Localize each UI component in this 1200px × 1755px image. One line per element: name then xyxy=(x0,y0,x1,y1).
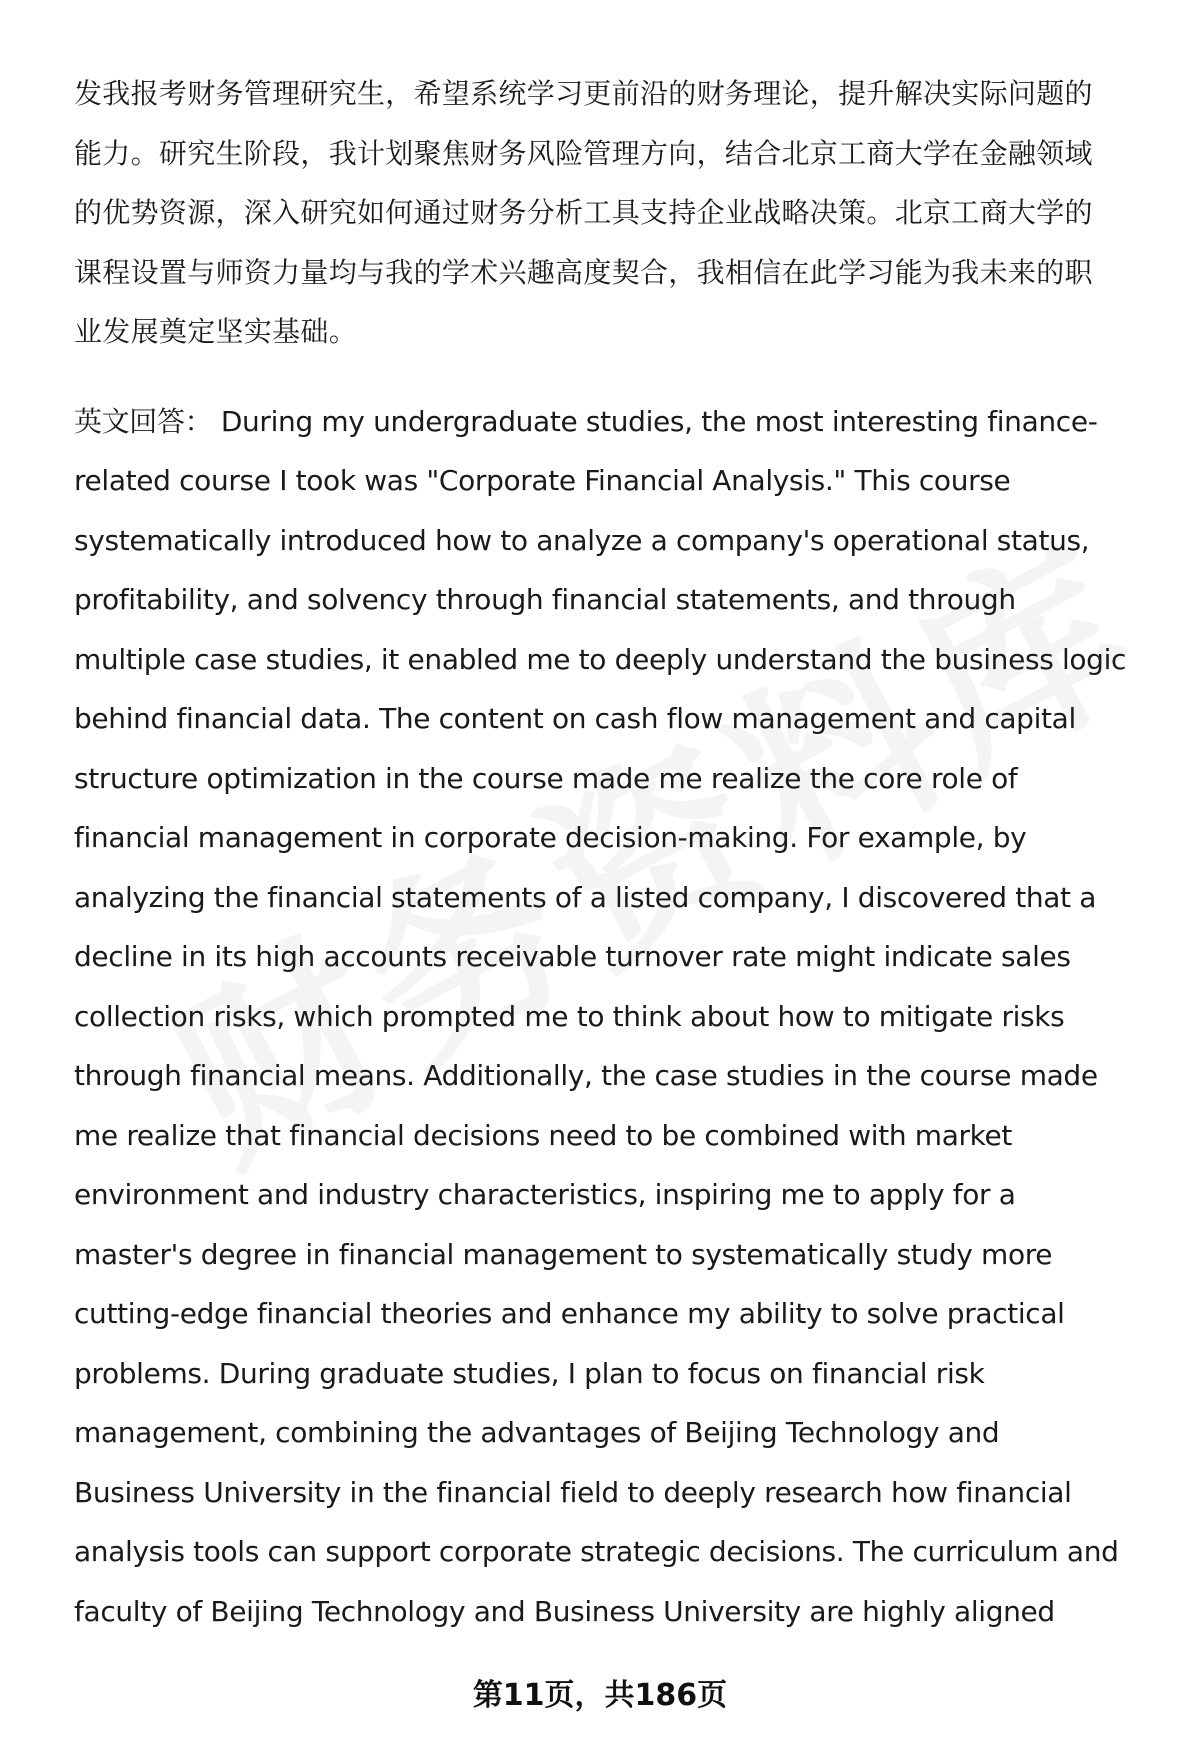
en-line: decline in its high accounts receivable turnover rate might indicate sales xyxy=(74,940,1071,973)
english-paragraph xyxy=(74,392,1164,1642)
en-line: related course I took was "Corporate Financial Analysis." This course xyxy=(74,464,1011,497)
en-line: behind financial data. The content on cash flow management and capital xyxy=(74,702,1076,735)
en-line: problems. During graduate studies, I plan to focus on financial risk xyxy=(74,1356,985,1390)
en-line: collection risks, which prompted me to think about how to mitigate risks xyxy=(74,999,1065,1033)
cn-line: 发我报考财务管理研究生，希望系统学习更前沿的财务理论，提升解决实际问题的 xyxy=(74,77,1093,110)
paragraph-gap xyxy=(74,362,1164,392)
en-line-text: During my undergraduate studies, the most interesting finance- xyxy=(212,404,1098,438)
cn-line: 课程设置与师资力量均与我的学术兴趣高度契合，我相信在此学习能为我未来的职 xyxy=(74,255,1093,289)
en-line: environment and industry characteristics, inspiring me to apply for a xyxy=(74,1178,1016,1211)
document-body xyxy=(74,64,1164,1641)
en-line: profitability, and solvency through financial statements, and through xyxy=(74,583,1016,616)
en-line: multiple case studies, it enabled me to deeply understand the business logic xyxy=(74,642,1127,676)
cn-line: 能力。研究生阶段，我计划聚焦财务风险管理方向，结合北京工商大学在金融领域 xyxy=(74,136,1093,170)
cn-line: 的优势资源，深入研究如何通过财务分析工具支持企业战略决策。北京工商大学的 xyxy=(74,196,1093,229)
en-line: Business University in the financial field to deeply research how financial xyxy=(74,1475,1072,1509)
en-line: me realize that financial decisions need to be combined with market xyxy=(74,1118,1013,1152)
chinese-paragraph xyxy=(74,64,1164,362)
en-line: cutting-edge financial theories and enhance my ability to solve practical xyxy=(74,1297,1065,1330)
en-line-first xyxy=(74,392,1164,452)
en-line: faculty of Beijing Technology and Business University are highly aligned xyxy=(74,1594,1055,1628)
en-line: financial management in corporate decision-making. For example, by xyxy=(74,821,1027,854)
en-line: management, combining the advantages of Beijing Technology and xyxy=(74,1416,1000,1449)
page-number: 第11页，共186页 xyxy=(472,1678,728,1713)
en-line: analyzing the financial statements of a listed company, I discovered that a xyxy=(74,880,1097,914)
en-line: analysis tools can support corporate strategic decisions. The curriculum and xyxy=(74,1535,1119,1568)
en-line: systematically introduced how to analyze a company's operational status, xyxy=(74,523,1090,557)
en-line: structure optimization in the course made me realize the core role of xyxy=(74,761,1018,795)
cn-line: 业发展奠定坚实基础。 xyxy=(74,315,358,348)
en-line: through financial means. Additionally, the case studies in the course made xyxy=(74,1059,1098,1092)
answer-label: 英文回答： xyxy=(74,404,213,438)
en-line: master's degree in financial management to systematically study more xyxy=(74,1237,1053,1271)
page-footer xyxy=(0,1676,1200,1716)
